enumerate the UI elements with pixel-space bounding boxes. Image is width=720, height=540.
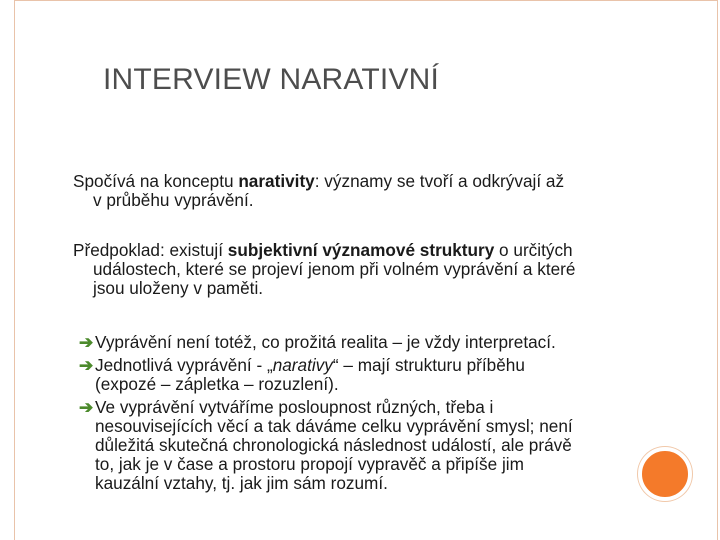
text: Předpoklad: existují [73,240,228,260]
bullet-line [95,356,679,375]
bullet-line: důležitá skutečná chronologická následnost událostí, ale právě [95,435,572,455]
paragraph-line: jsou uloženy v paměti. [93,278,264,298]
text: o určitých [494,240,573,260]
paragraph-assumption [73,241,673,298]
slide-title: INTERVIEW NARATIVNÍ [103,63,440,96]
list-item [79,333,679,352]
bullet-line: to, jak je v čase a prostoru propojí vypravěč a připíše jim [95,454,524,474]
paragraph-line: v průběhu vyprávění. [93,190,254,210]
text: Jednotlivá vyprávění - „ [95,355,273,375]
italic-term: narativy [272,355,333,375]
text: “ – mají strukturu příběhu [332,355,525,375]
paragraph-line [73,172,673,191]
bullet-line: (expozé – zápletka – rozuzlení). [95,374,339,394]
arrow-right-icon: ➔ [79,397,94,417]
list-item [79,398,679,493]
bullet-list [79,333,679,497]
arrow-right-icon: ➔ [79,332,94,352]
bullet-line: Ve vyprávění vytváříme posloupnost různých, třeba i [95,397,494,417]
list-item [79,356,679,394]
bullet-line: kauzální vztahy, tj. jak jim sám rozumí. [95,473,388,493]
paragraph-narrativity [73,172,673,210]
bullet-line: Vyprávění není totéž, co prožitá realita – je vždy interpretací. [95,332,556,352]
bold-term: narativity [238,171,315,191]
text: : významy se tvoří a odkrývají až [314,171,565,191]
paragraph-line: událostech, které se projeví jenom při volném vyprávění a které [93,259,576,279]
bullet-line: nesouvisejících věcí a tak dáváme celku vyprávění smysl; není [95,416,573,436]
paragraph-line [73,241,673,260]
bold-term: subjektivní významové struktury [227,240,495,260]
text: Spočívá na konceptu [73,171,239,191]
arrow-right-icon: ➔ [79,355,94,375]
